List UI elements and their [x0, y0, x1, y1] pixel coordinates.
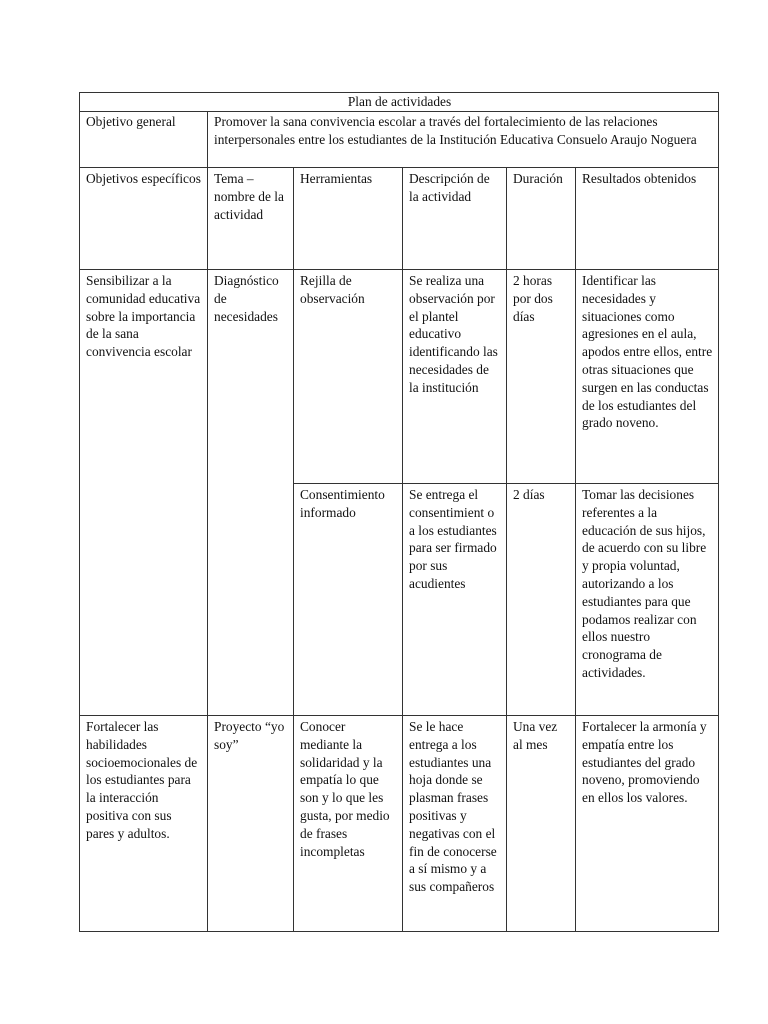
header-tools: Herramientas — [294, 168, 403, 270]
cell-results: Identificar las necesidades y situaciones como agresiones en el aula, apodos entre ellos, entre otras situaciones que surgen en las conductas de los estudiantes del grado noveno. — [576, 270, 719, 484]
cell-results: Fortalecer la armonía y empatía entre los estudiantes del grado noveno, promoviendo en ellos los valores. — [576, 716, 719, 932]
header-topic: Tema – nombre de la actividad — [208, 168, 294, 270]
cell-description: Se realiza una observación por el plantel educativo identificando las necesidades de la institución — [403, 270, 507, 484]
cell-duration: 2 horas por dos días — [507, 270, 576, 484]
header-results: Resultados obtenidos — [576, 168, 719, 270]
activity-plan-table — [79, 92, 719, 932]
header-description: Descripción de la actividad — [403, 168, 507, 270]
table-row — [80, 716, 719, 932]
table-row — [80, 112, 719, 168]
table-row — [80, 93, 719, 112]
cell-description: Se entrega el consentimient o a los estudiantes para ser firmado por sus acudientes — [403, 484, 507, 716]
general-objective-label: Objetivo general — [80, 112, 208, 168]
general-objective-text: Promover la sana convivencia escolar a través del fortalecimiento de las relaciones interpersonales entre los estudiantes de la Institución Educativa Consuelo Araujo Noguera — [208, 112, 719, 168]
cell-tools: Conocer mediante la solidaridad y la empatía lo que son y lo que les gusta, por medio de frases incompletas — [294, 716, 403, 932]
header-duration: Duración — [507, 168, 576, 270]
table-row — [80, 270, 719, 484]
cell-tools: Rejilla de observación — [294, 270, 403, 484]
cell-topic: Diagnóstico de necesidades — [208, 270, 294, 716]
cell-tools: Consentimiento informado — [294, 484, 403, 716]
cell-duration: 2 días — [507, 484, 576, 716]
header-row — [80, 168, 719, 270]
cell-topic: Proyecto “yo soy” — [208, 716, 294, 932]
cell-specific-objective: Sensibilizar a la comunidad educativa sobre la importancia de la sana convivencia escolar — [80, 270, 208, 716]
table-title: Plan de actividades — [80, 93, 719, 112]
cell-duration: Una vez al mes — [507, 716, 576, 932]
cell-specific-objective: Fortalecer las habilidades socioemocionales de los estudiantes para la interacción positiva con sus pares y adultos. — [80, 716, 208, 932]
cell-description: Se le hace entrega a los estudiantes una hoja donde se plasman frases positivas y negativas con el fin de conocerse a sí mismo y a sus compañeros — [403, 716, 507, 932]
cell-results: Tomar las decisiones referentes a la educación de sus hijos, de acuerdo con su libre y propia voluntad, autorizando a los estudiantes para que podamos realizar con ellos nuestro cronograma de actividades. — [576, 484, 719, 716]
header-specific-objectives: Objetivos específicos — [80, 168, 208, 270]
